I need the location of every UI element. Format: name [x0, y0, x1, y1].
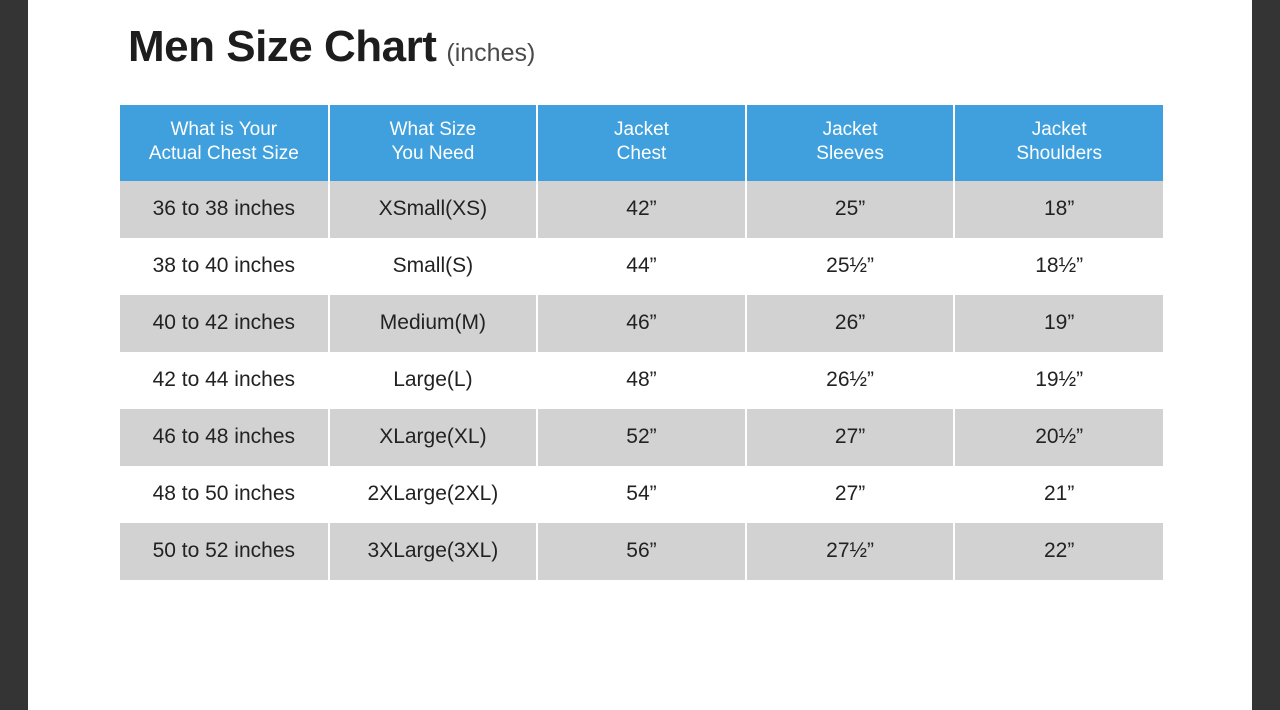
table-header: [120, 105, 1163, 181]
cell-actual-chest: 48 to 50 inches: [120, 466, 329, 523]
cell-actual-chest: 46 to 48 inches: [120, 409, 329, 466]
cell-jacket-shoulders: 19”: [954, 295, 1163, 352]
table-row: [120, 352, 1163, 409]
cell-size-needed: 2XLarge(2XL): [329, 466, 538, 523]
table-row: [120, 181, 1163, 238]
cell-jacket-chest: 48”: [537, 352, 746, 409]
header-line-2: You Need: [391, 142, 475, 164]
cell-jacket-sleeves: 27”: [746, 409, 955, 466]
cell-actual-chest: 36 to 38 inches: [120, 181, 329, 238]
cell-jacket-sleeves: 25½”: [746, 238, 955, 295]
header-line-2: Chest: [616, 142, 667, 164]
cell-jacket-sleeves: 27½”: [746, 523, 955, 580]
table-row: [120, 466, 1163, 523]
page-title-main: Men Size Chart: [128, 22, 437, 71]
cell-jacket-chest: 52”: [537, 409, 746, 466]
column-header-size-needed: [329, 105, 538, 181]
cell-jacket-chest: 46”: [537, 295, 746, 352]
chart-sheet: [28, 0, 1252, 710]
cell-jacket-sleeves: 27”: [746, 466, 955, 523]
cell-jacket-chest: 54”: [537, 466, 746, 523]
cell-jacket-shoulders: 18”: [954, 181, 1163, 238]
cell-jacket-shoulders: 21”: [954, 466, 1163, 523]
left-gutter: [0, 0, 28, 710]
cell-size-needed: XSmall(XS): [329, 181, 538, 238]
cell-actual-chest: 38 to 40 inches: [120, 238, 329, 295]
cell-jacket-chest: 44”: [537, 238, 746, 295]
page-title-unit: (inches): [446, 39, 536, 67]
cell-jacket-chest: 56”: [537, 523, 746, 580]
column-header-actual-chest: [120, 105, 329, 181]
header-line-2: Shoulders: [1016, 142, 1102, 164]
header-line-1: What is Your: [170, 119, 278, 140]
column-header-jacket-chest: [537, 105, 746, 181]
header-row: [120, 105, 1163, 181]
table-row: [120, 295, 1163, 352]
cell-size-needed: Medium(M): [329, 295, 538, 352]
cell-jacket-shoulders: 20½”: [954, 409, 1163, 466]
cell-jacket-chest: 42”: [537, 181, 746, 238]
column-header-jacket-sleeves: [746, 105, 955, 181]
header-line-1: Jacket: [822, 119, 878, 140]
cell-jacket-sleeves: 25”: [746, 181, 955, 238]
right-gutter: [1252, 0, 1280, 710]
column-header-jacket-shoulders: [954, 105, 1163, 181]
cell-jacket-shoulders: 19½”: [954, 352, 1163, 409]
cell-size-needed: Large(L): [329, 352, 538, 409]
table-body: [120, 181, 1163, 580]
cell-jacket-shoulders: 18½”: [954, 238, 1163, 295]
cell-actual-chest: 50 to 52 inches: [120, 523, 329, 580]
cell-jacket-sleeves: 26½”: [746, 352, 955, 409]
header-line-1: Jacket: [614, 119, 669, 140]
header-line-1: Jacket: [1031, 119, 1087, 140]
header-line-2: Sleeves: [816, 142, 884, 164]
cell-size-needed: XLarge(XL): [329, 409, 538, 466]
size-chart-table: [120, 105, 1163, 580]
cell-actual-chest: 42 to 44 inches: [120, 352, 329, 409]
table-row: [120, 238, 1163, 295]
header-line-2: Actual Chest Size: [148, 142, 299, 164]
cell-size-needed: Small(S): [329, 238, 538, 295]
header-line-1: What Size: [389, 119, 477, 140]
table-row: [120, 409, 1163, 466]
cell-size-needed: 3XLarge(3XL): [329, 523, 538, 580]
page-title: [128, 22, 535, 72]
table-row: [120, 523, 1163, 580]
cell-jacket-shoulders: 22”: [954, 523, 1163, 580]
cell-jacket-sleeves: 26”: [746, 295, 955, 352]
cell-actual-chest: 40 to 42 inches: [120, 295, 329, 352]
